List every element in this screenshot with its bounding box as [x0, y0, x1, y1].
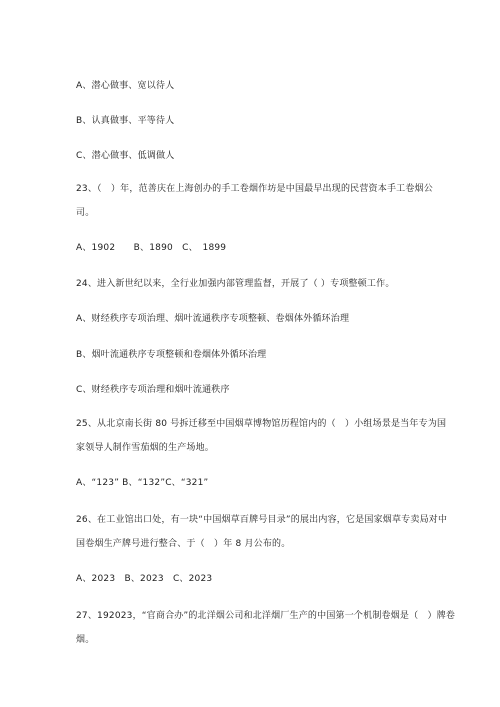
option-line: A、潜心做事、宽以待人 — [76, 81, 175, 91]
question-line: 27、192023，“官商合办”的北洋烟公司和北洋烟厂生产的中国第一个机制卷烟是（ ）牌卷 — [76, 611, 456, 621]
option-line: A、2023 B、2023 C、2023 — [76, 574, 213, 584]
option-line: C、财经秩序专项治理和烟叶流通秩序 — [76, 385, 230, 395]
option-line: A、财经秩序专项治理、烟叶流通秩序专项整顿、卷烟体外循环治理 — [76, 314, 350, 324]
question-line: 司。 — [76, 208, 95, 218]
question-line: 23、（ ）年，范善庆在上海创办的手工卷烟作坊是中国最早出现的民营资本手工卷烟公 — [76, 184, 433, 194]
question-line: 25、从北京南长街 80 号拆迁移至中国烟草博物馆历程馆内的（ ）小组场景是当年专为国 — [76, 419, 447, 429]
question-line: 国卷烟生产牌号进行整合、于（ ）年 8 月公布的。 — [76, 539, 291, 549]
option-line: A、1902 B、1890 C、 1899 — [76, 243, 227, 253]
question-line: 24、进入新世纪以来，全行业加强内部管理监督，开展了（ ）专项整顿工作。 — [76, 279, 395, 289]
question-line: 烟。 — [76, 635, 95, 645]
option-line: B、烟叶流通秩序专项整顿和卷烟体外循环治理 — [76, 350, 267, 360]
option-line: A、“123” B、“132”C、“321” — [76, 478, 209, 488]
option-line: B、认真做事、平等待人 — [76, 116, 175, 126]
option-line: C、潜心做事、低调做人 — [76, 151, 175, 161]
question-line: 家领导人制作雪茄烟的生产场地。 — [76, 443, 215, 453]
question-line: 26、在工业馆出口处，有一块“中国烟草百牌号目录”的展出内容，它是国家烟草专卖局对中 — [76, 515, 448, 525]
